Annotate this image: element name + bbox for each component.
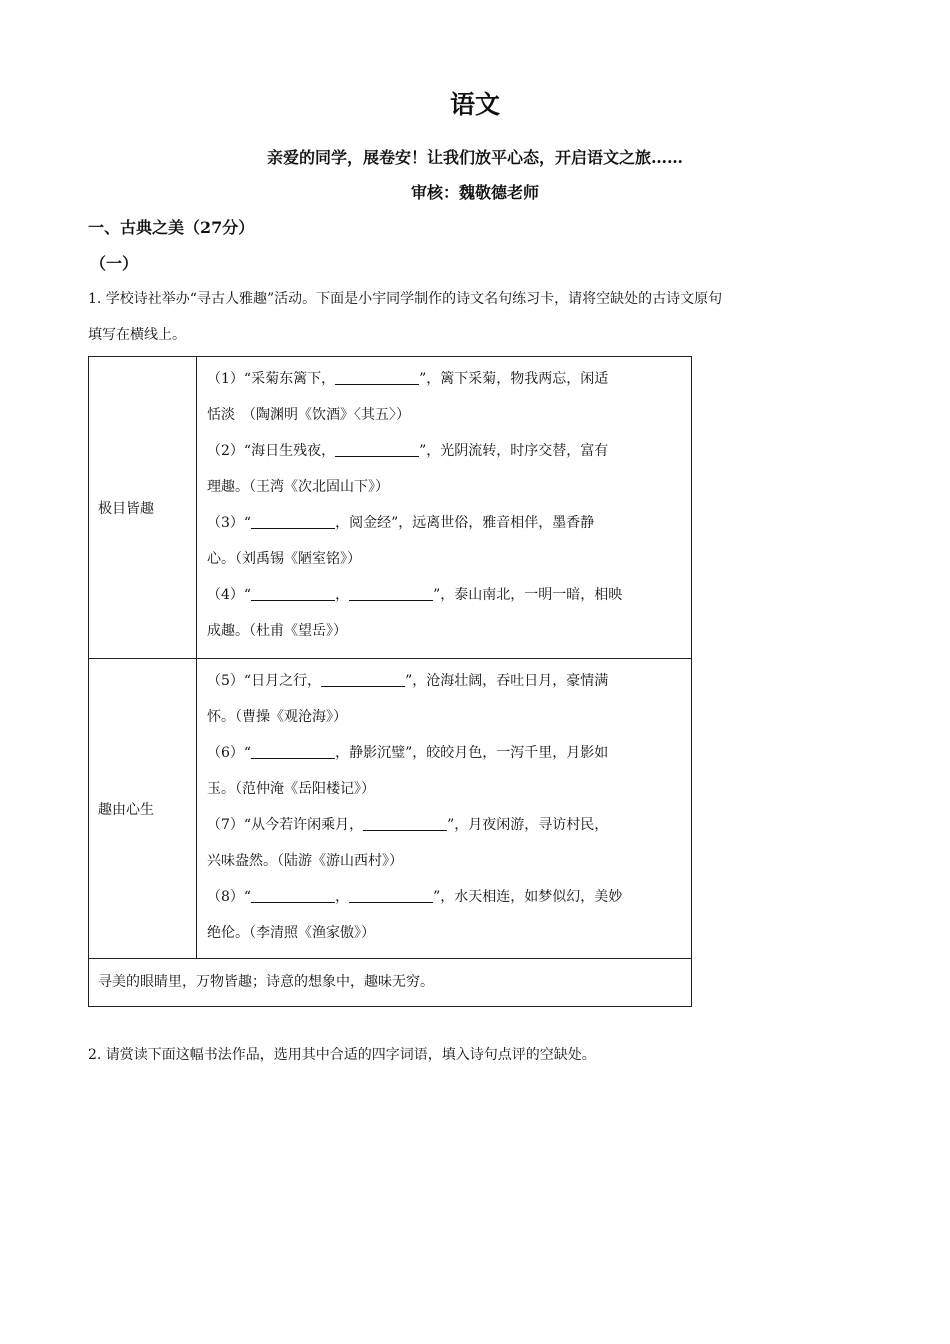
line-text: （6）“ (207, 745, 252, 761)
table-row-group-2 (89, 659, 692, 959)
poem-line-7 (207, 807, 677, 879)
answer-blank[interactable] (321, 670, 405, 687)
part-heading: （一） (90, 254, 139, 273)
line-source: 怀。（曹操《观沧海》） (207, 709, 347, 725)
line-source: 理趣。（王湾《次北固山下》） (207, 479, 389, 495)
line-text: ”，沧海壮阔，吞吐日月，豪情满 (405, 673, 609, 689)
answer-blank[interactable] (335, 368, 419, 385)
answer-blank[interactable] (251, 584, 335, 601)
poem-line-8 (207, 879, 677, 951)
line-text: ， (335, 889, 350, 905)
answer-blank[interactable] (335, 440, 419, 457)
answer-blank[interactable] (251, 742, 335, 759)
answer-blank[interactable] (349, 886, 433, 903)
question-2-text: 2. 请赏读下面这幅书法作品，选用其中合适的四字词语，填入诗句点评的空缺处。 (88, 1047, 596, 1063)
line-source: 成趣。（杜甫《望岳》） (207, 623, 347, 639)
poem-line-5 (207, 663, 677, 735)
lines-cell-1 (197, 357, 692, 659)
line-text: ”，篱下采菊，物我两忘，闲适 (419, 371, 609, 387)
category-label-1: 极目皆趣 (89, 357, 197, 659)
line-source: 心。（刘禹锡《陋室铭》） (207, 551, 361, 567)
line-text: （4）“ (207, 587, 252, 603)
line-source: 兴味盎然。（陆游《游山西村》） (207, 853, 403, 869)
line-text: （3）“ (207, 515, 252, 531)
answer-blank[interactable] (349, 584, 433, 601)
answer-blank[interactable] (251, 512, 335, 529)
line-text: （5）“日月之行， (207, 673, 322, 689)
poem-line-6 (207, 735, 677, 807)
exam-title: 语文 (449, 90, 500, 119)
line-source: 玉。（范仲淹《岳阳楼记》） (207, 781, 375, 797)
answer-blank[interactable] (251, 886, 335, 903)
answer-blank[interactable] (363, 814, 447, 831)
poem-line-3 (207, 505, 677, 577)
line-text: ，静影沉璧”，皎皎月色，一泻千里，月影如 (335, 745, 609, 761)
question-1-line-1: 1. 学校诗社举办“寻古人雅趣”活动。下面是小宇同学制作的诗文名句练习卡，请将空缺处的古诗文原句 (88, 291, 723, 307)
question-1-line-2: 填写在横线上。 (88, 327, 186, 343)
table-row-footer (89, 959, 692, 1007)
table-row-group-1 (89, 357, 692, 659)
line-text: ， (335, 587, 350, 603)
card-footer: 寻美的眼睛里，万物皆趣；诗意的想象中，趣味无穷。 (89, 959, 692, 1007)
lines-cell-2 (197, 659, 692, 959)
line-text: （8）“ (207, 889, 252, 905)
category-label-2: 趣由心生 (89, 659, 197, 959)
line-source: 恬淡 （陶渊明《饮酒》〈其五〉） (207, 407, 410, 423)
line-text: ”，泰山南北，一明一暗，相映 (433, 587, 623, 603)
line-text: ，阅金经”，远离世俗，雅音相伴，墨香静 (335, 515, 595, 531)
poem-line-2 (207, 433, 677, 505)
reviewer-line: 审核：魏敬德老师 (410, 183, 539, 202)
line-text: （2）“海日生残夜， (207, 443, 336, 459)
line-text: （7）“从今若许闲乘月， (207, 817, 364, 833)
line-text: （1）“采菊东篱下， (207, 371, 336, 387)
line-source: 绝伦。（李清照《渔家傲》） (207, 925, 375, 941)
line-text: ”，月夜闲游，寻访村民， (447, 817, 609, 833)
line-text: ”，水天相连，如梦似幻，美妙 (433, 889, 623, 905)
greeting-subtitle: 亲爱的同学，展卷安！让我们放平心态，开启语文之旅…… (266, 148, 683, 167)
section-heading: 一、古典之美（27分） (88, 218, 255, 237)
question-1-text (88, 281, 863, 353)
poem-line-4 (207, 577, 677, 649)
line-text: ”，光阴流转，时序交替，富有 (419, 443, 609, 459)
poem-line-1 (207, 361, 677, 433)
poetry-practice-card (88, 356, 692, 1007)
